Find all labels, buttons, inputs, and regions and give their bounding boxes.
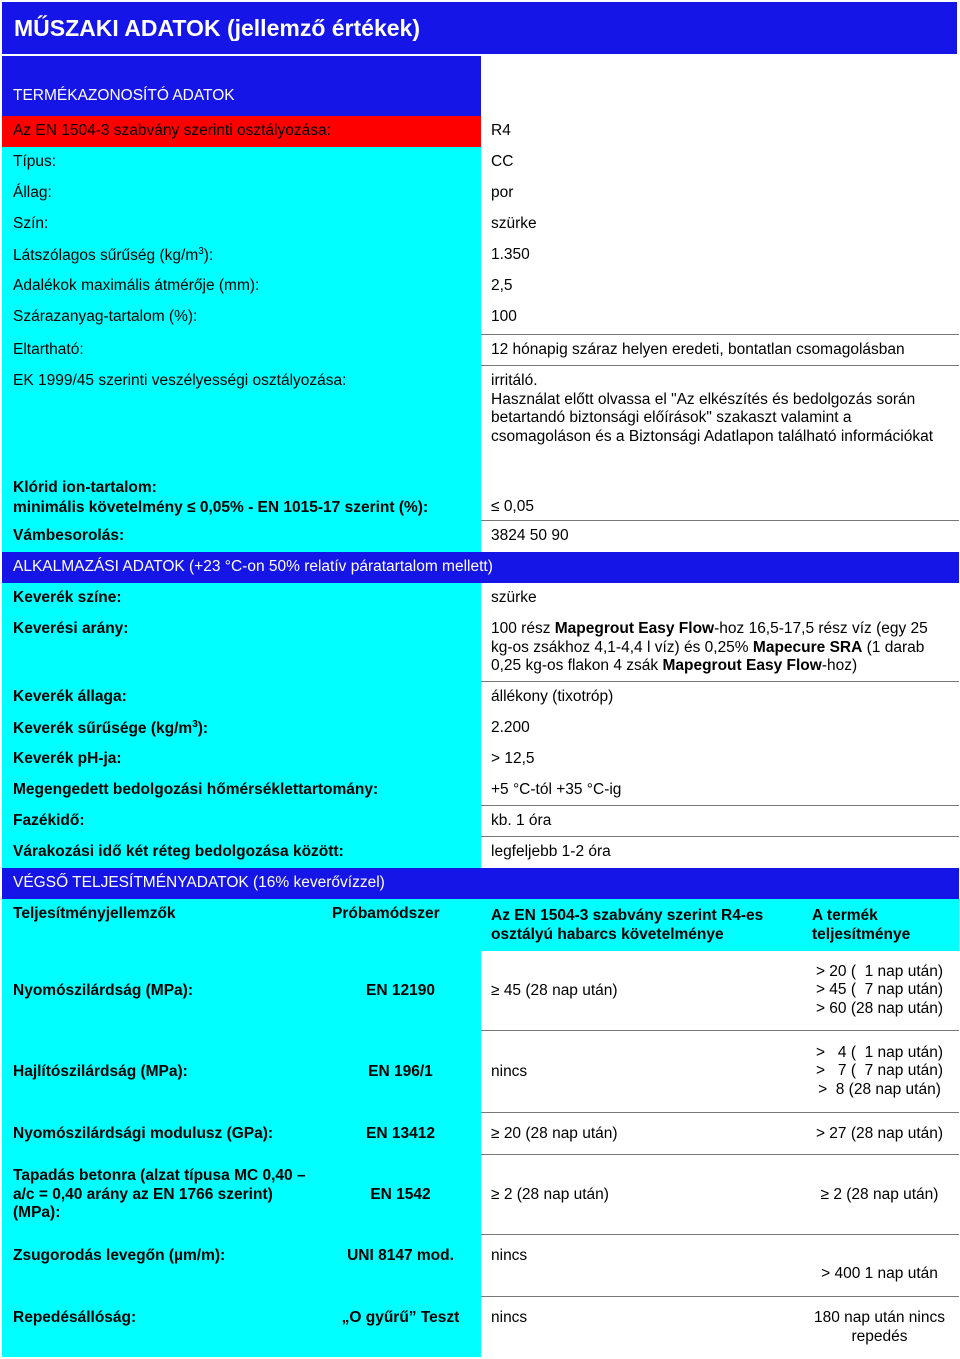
perf-characteristic: Zsugorodás levegőn (µm/m):: [2, 1235, 320, 1297]
perf-row-flexural: [2, 1031, 959, 1113]
mix-ratio-text-3: (1 darab 0,25 kg-os flakon 4 zsák: [491, 638, 925, 674]
hazard-value: [481, 366, 959, 470]
drymatter-label: Szárazanyag-tartalom (%):: [2, 302, 481, 335]
customs-value: 3824 50 90: [481, 521, 959, 552]
wait-label: Várakozási idő két réteg bedolgozása között:: [2, 837, 481, 868]
ph-row: [2, 744, 959, 775]
perf-method: „O gyűrű” Teszt: [320, 1297, 481, 1357]
perf-requirement: ≥ 20 (28 nap után): [481, 1113, 800, 1155]
mix-ratio-product-3: Mapegrout Easy Flow: [662, 657, 822, 674]
mix-ratio-product-1: Mapegrout Easy Flow: [554, 620, 715, 637]
potlife-row: [2, 806, 959, 837]
state-value: por: [481, 178, 959, 209]
type-value: CC: [481, 147, 959, 178]
mix-color-label: Keverék színe:: [2, 583, 481, 614]
classification-row: [2, 116, 959, 147]
mix-ratio-row: [2, 614, 959, 682]
customs-label: Vámbesorolás:: [2, 521, 481, 552]
page-title: [2, 2, 957, 54]
chloride-label-line1: Klórid ion-tartalom:: [13, 479, 157, 496]
color-row: [2, 209, 959, 240]
aggregate-label: Adalékok maximális átmérője (mm):: [2, 271, 481, 302]
perf-result: 180 nap után nincs repedés: [800, 1297, 959, 1357]
temp-label: Megengedett bedolgozási hőmérséklettartomány:: [2, 775, 481, 806]
performance-header: VÉGSŐ TELJESÍTMÉNYADATOK (16% keverővízzel): [2, 868, 959, 899]
perf-characteristic: Hajlítószilárdság (MPa):: [2, 1031, 320, 1113]
perf-characteristic: Tapadás betonra (alzat típusa MC 0,40 – a/c = 0,40 arány az EN 1766 szerint) (MPa):: [2, 1155, 320, 1235]
perf-result: ≥ 2 (28 nap után): [800, 1155, 959, 1235]
perf-method: EN 1542: [320, 1155, 481, 1235]
perf-method: EN 12190: [320, 951, 481, 1031]
storage-row: [2, 335, 959, 366]
mix-ratio-product-2: Mapecure SRA: [752, 638, 863, 656]
type-label: Típus:: [2, 147, 481, 178]
hazard-row: [2, 366, 959, 470]
mix-color-value: szürke: [481, 583, 959, 614]
temp-value: +5 °C-tól +35 °C-ig: [481, 775, 959, 806]
classification-label: Az EN 1504-3 szabvány szerinti osztályozása:: [2, 116, 481, 147]
header-blank: [481, 56, 959, 116]
product-id-header: TERMÉKAZONOSÍTÓ ADATOK: [2, 56, 481, 116]
perf-requirement: ≥ 45 (28 nap után): [481, 951, 800, 1031]
mix-density-label: [2, 713, 481, 744]
density-row: [2, 240, 959, 271]
perf-row-adhesion: [2, 1155, 959, 1235]
performance-columns-row: [2, 899, 959, 951]
performance-header-row: [2, 868, 959, 899]
perf-characteristic: Nyomószilárdság (MPa):: [2, 951, 320, 1031]
chloride-label: [2, 470, 481, 521]
density-label-end: ):: [203, 247, 214, 265]
chloride-label-line2: minimális követelmény ≤ 0,05% - EN 1015-17 szerint (%):: [13, 499, 429, 516]
product-id-header-row: [2, 56, 959, 116]
col-method: Próbamódszer: [320, 899, 481, 951]
ph-value: > 12,5: [481, 744, 959, 775]
mix-ratio-text-4: -hoz): [821, 657, 858, 674]
perf-requirement: nincs: [481, 1031, 800, 1113]
perf-method: EN 13412: [320, 1113, 481, 1155]
color-value: szürke: [481, 209, 959, 240]
storage-label: Eltartható:: [2, 335, 481, 366]
mix-density-value: 2.200: [481, 713, 959, 744]
perf-row-modulus: [2, 1113, 959, 1155]
perf-row-cracking: [2, 1297, 959, 1357]
potlife-label: Fazékidő:: [2, 806, 481, 837]
col-requirement: Az EN 1504-3 szabvány szerint R4-es osztályú habarcs követelménye: [481, 899, 800, 951]
density-label: [2, 240, 481, 271]
mix-ratio-text-1: 100 rész: [491, 620, 555, 637]
mix-ratio-label: Keverési arány:: [2, 614, 481, 682]
perf-result: > 400 1 nap után: [800, 1235, 959, 1297]
mix-color-row: [2, 583, 959, 614]
color-label: Szín:: [2, 209, 481, 240]
hazard-label: EK 1999/45 szerinti veszélyességi osztályozása:: [2, 366, 481, 470]
perf-method: EN 196/1: [320, 1031, 481, 1113]
hazard-value-line1: irritáló.: [491, 372, 538, 389]
perf-requirement: nincs: [481, 1235, 800, 1297]
perf-row-compressive: [2, 951, 959, 1031]
col-characteristic: Teljesítményjellemzők: [2, 899, 320, 951]
application-header-row: [2, 552, 959, 583]
customs-row: [2, 521, 959, 552]
perf-characteristic: Repedésállóság:: [2, 1297, 320, 1357]
type-row: [2, 147, 959, 178]
perf-method: UNI 8147 mod.: [320, 1235, 481, 1297]
perf-requirement: ≥ 2 (28 nap után): [481, 1155, 800, 1235]
chloride-row: [2, 470, 959, 521]
mix-ratio-text-2: -hoz 16,5-17,5 rész víz (egy 25 kg-os zsákhoz 4,1-4,4 l víz) és 0,25%: [491, 620, 928, 656]
mix-density-label-end: ):: [197, 720, 209, 738]
chloride-value: ≤ 0,05: [481, 470, 959, 521]
page-title-text: MŰSZAKI ADATOK (jellemző értékek): [14, 14, 420, 41]
density-value: 1.350: [481, 240, 959, 271]
perf-requirement: nincs: [481, 1297, 800, 1357]
classification-value: R4: [481, 116, 959, 147]
perf-row-shrinkage: [2, 1235, 959, 1297]
mix-state-row: [2, 682, 959, 713]
aggregate-row: [2, 271, 959, 302]
mix-state-label: Keverék állaga:: [2, 682, 481, 713]
mix-ratio-value: [481, 614, 959, 682]
wait-row: [2, 837, 959, 868]
perf-result: > 27 (28 nap után): [800, 1113, 959, 1155]
mix-density-row: [2, 713, 959, 744]
perf-result: > 20 ( 1 nap után) > 45 ( 7 nap után) > 60 (28 nap után): [800, 951, 959, 1031]
mix-density-label-text: Keverék sűrűsége (kg/m: [13, 720, 193, 738]
aggregate-value: 2,5: [481, 271, 959, 302]
drymatter-value: 100: [481, 302, 959, 335]
perf-characteristic: Nyomószilárdsági modulusz (GPa):: [2, 1113, 320, 1155]
temp-row: [2, 775, 959, 806]
mix-state-value: állékony (tixotróp): [481, 682, 959, 713]
application-header: ALKALMAZÁSI ADATOK (+23 °C-on 50% relatív páratartalom mellett): [2, 552, 959, 583]
hazard-value-line2: Használat előtt olvassa el "Az elkészítés és bedolgozás során betartandó biztonsági előírások" szakaszt valamint a csomagoláson és a Biztonsági Adatlapon található információkat: [491, 390, 934, 445]
storage-value: 12 hónapig száraz helyen eredeti, bontatlan csomagolásban: [481, 335, 959, 366]
density-label-sup: 3: [198, 246, 204, 257]
wait-value: legfeljebb 1-2 óra: [481, 837, 959, 868]
state-row: [2, 178, 959, 209]
state-label: Állag:: [2, 178, 481, 209]
col-result: A termék teljesítménye: [800, 899, 959, 951]
density-label-text: Látszólagos sűrűség (kg/m: [13, 247, 199, 265]
perf-result: > 4 ( 1 nap után) > 7 ( 7 nap után) > 8 (28 nap után): [800, 1031, 959, 1113]
potlife-value: kb. 1 óra: [481, 806, 959, 837]
drymatter-row: [2, 302, 959, 335]
mix-density-label-sup: 3: [192, 719, 198, 730]
ph-label: Keverék pH-ja:: [2, 744, 481, 775]
